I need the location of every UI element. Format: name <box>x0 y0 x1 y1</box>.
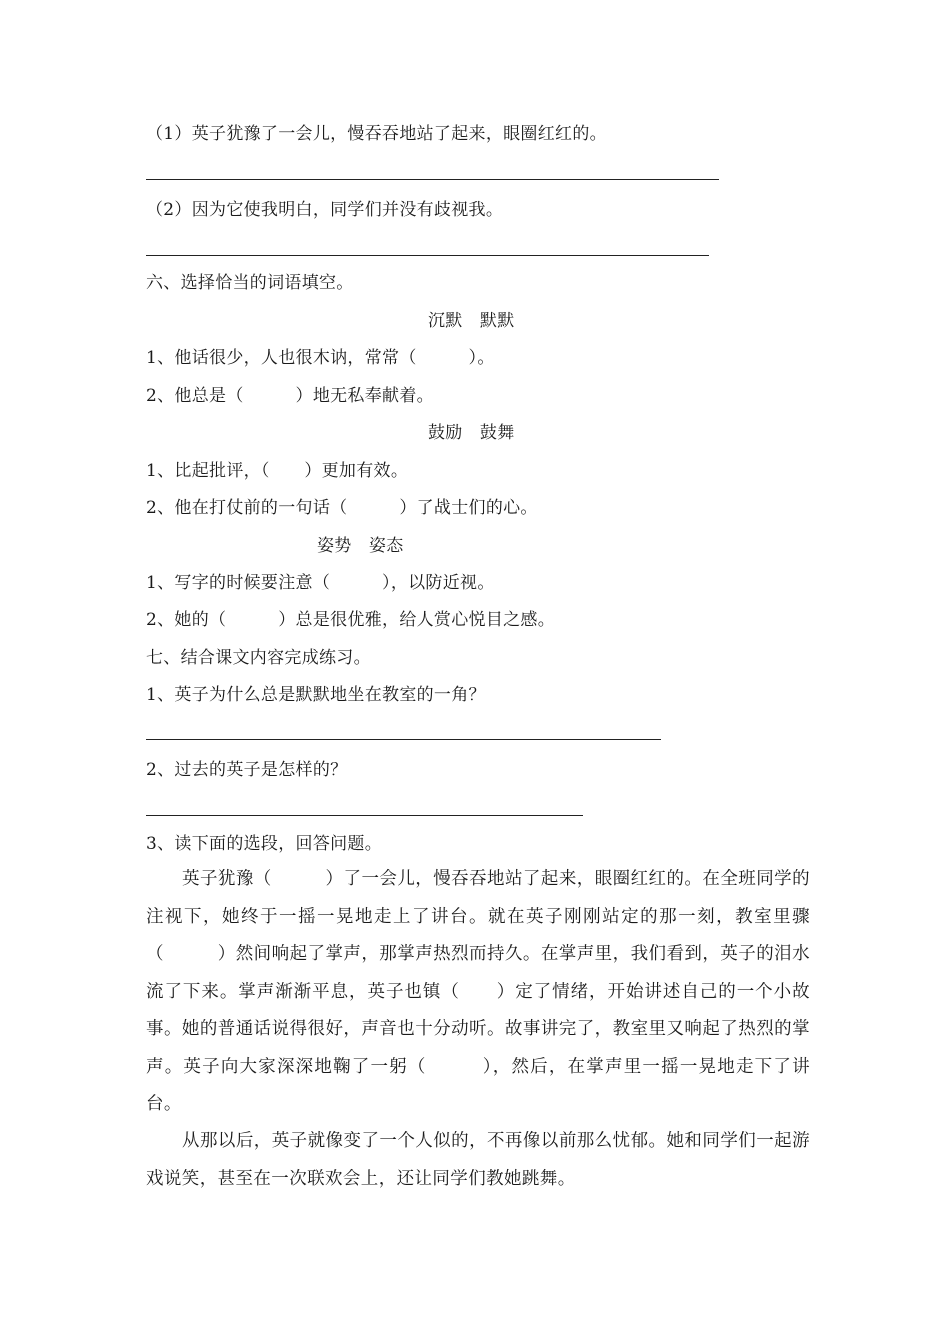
question-6-1-2: 2、他总是（ ）地无私奉献着。 <box>146 386 434 406</box>
question-7-1: 1、英子为什么总是默默地坐在教室的一角？ <box>146 685 486 705</box>
sentence-2: （2）因为它使我明白，同学们并没有歧视我。 <box>146 200 504 220</box>
section-6-title: 六、选择恰当的词语填空。 <box>146 273 354 293</box>
sentence-1: （1）英子犹豫了一会儿，慢吞吞地站了起来，眼圈红红的。 <box>146 124 607 144</box>
question-6-2-2: 2、他在打仗前的一句话（ ）了战士们的心。 <box>146 498 538 518</box>
answer-line-2[interactable] <box>146 255 709 256</box>
word-choice-1: 沉默 默默 <box>428 311 515 331</box>
word-choice-3: 姿势 姿态 <box>317 536 404 556</box>
question-7-3: 3、读下面的选段，回答问题。 <box>146 834 383 854</box>
answer-line-3[interactable] <box>146 739 661 740</box>
passage-paragraph-1: 英子犹豫（ ）了一会儿，慢吞吞地站了起来，眼圈红红的。在全班同学的注视下，她终于一摇一晃地走上了讲台。就在英子刚刚站定的那一刻，教室里骤（ ）然间响起了掌声，那掌声热烈而持久。在掌声里，我们看到，英子的泪水流了下来。掌声渐渐平息，英子也镇（ ）定了情绪，开始讲述自己的一个小故事。她的普通话说得很好，声音也十分动听。故事讲完了，教室里又响起了热烈的掌声。英子向大家深深地鞠了一躬（ ），然后，在掌声里一摇一晃地走下了讲台。 <box>146 869 810 1114</box>
question-6-1-1: 1、他话很少，人也很木讷，常常（ ）。 <box>146 348 495 368</box>
question-6-3-1: 1、写字的时候要注意（ ），以防近视。 <box>146 573 495 593</box>
question-6-2-1: 1、比起批评，（ ）更加有效。 <box>146 461 409 481</box>
answer-line-1[interactable] <box>146 179 719 180</box>
section-7-title: 七、结合课文内容完成练习。 <box>146 648 371 668</box>
passage-paragraph-2: 从那以后，英子就像变了一个人似的，不再像以前那么忧郁。她和同学们一起游戏说笑，甚至在一次联欢会上，还让同学们教她跳舞。 <box>146 1131 810 1189</box>
question-6-3-2: 2、她的（ ）总是很优雅，给人赏心悦目之感。 <box>146 610 556 630</box>
question-7-2: 2、过去的英子是怎样的？ <box>146 760 348 780</box>
word-choice-2: 鼓励 鼓舞 <box>428 423 515 443</box>
answer-line-4[interactable] <box>146 815 583 816</box>
